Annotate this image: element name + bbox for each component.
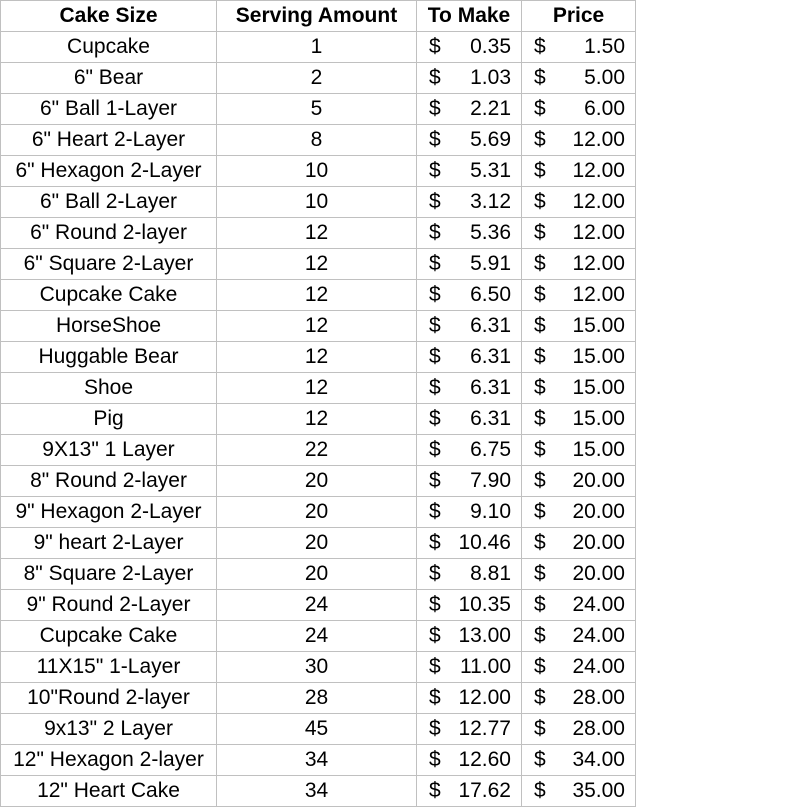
- currency-symbol: $: [429, 469, 441, 492]
- cell-serving-amount[interactable]: 12: [217, 218, 417, 249]
- to-make-amount: 6.75: [470, 438, 511, 461]
- cell-price[interactable]: [522, 280, 636, 311]
- price-amount: 6.00: [584, 97, 625, 120]
- cell-serving-amount[interactable]: 8: [217, 125, 417, 156]
- cell-price[interactable]: [522, 125, 636, 156]
- price-amount: 28.00: [572, 717, 625, 740]
- currency-symbol: $: [534, 469, 546, 492]
- cell-serving-amount[interactable]: 12: [217, 342, 417, 373]
- cell-serving-amount[interactable]: 2: [217, 63, 417, 94]
- table-row: [1, 745, 636, 776]
- currency-symbol: $: [429, 190, 441, 213]
- cell-cake-size[interactable]: Cupcake Cake: [1, 280, 217, 311]
- cell-cake-size[interactable]: 6" Ball 2-Layer: [1, 187, 217, 218]
- cell-price[interactable]: [522, 373, 636, 404]
- table-row: [1, 528, 636, 559]
- price-amount: 12.00: [572, 190, 625, 213]
- currency-symbol: $: [429, 624, 441, 647]
- table-row: [1, 559, 636, 590]
- cell-to-make[interactable]: [417, 652, 522, 683]
- currency-symbol: $: [429, 345, 441, 368]
- currency-symbol: $: [534, 35, 546, 58]
- cell-to-make[interactable]: [417, 63, 522, 94]
- cell-cake-size[interactable]: 9" Round 2-Layer: [1, 590, 217, 621]
- cell-to-make[interactable]: [417, 404, 522, 435]
- currency-symbol: $: [429, 562, 441, 585]
- cell-price[interactable]: [522, 652, 636, 683]
- currency-symbol: $: [429, 779, 441, 802]
- cell-price[interactable]: [522, 559, 636, 590]
- header-to-make[interactable]: To Make: [417, 1, 522, 32]
- to-make-amount: 5.31: [470, 159, 511, 182]
- cell-price[interactable]: [522, 311, 636, 342]
- to-make-amount: 5.91: [470, 252, 511, 275]
- price-amount: 35.00: [572, 779, 625, 802]
- currency-symbol: $: [429, 717, 441, 740]
- cell-cake-size[interactable]: Huggable Bear: [1, 342, 217, 373]
- to-make-amount: 10.46: [458, 531, 511, 554]
- currency-symbol: $: [534, 66, 546, 89]
- table-row: [1, 94, 636, 125]
- price-amount: 12.00: [572, 159, 625, 182]
- cell-serving-amount[interactable]: 30: [217, 652, 417, 683]
- cell-serving-amount[interactable]: 10: [217, 156, 417, 187]
- price-amount: 15.00: [572, 314, 625, 337]
- currency-symbol: $: [534, 624, 546, 647]
- cell-to-make[interactable]: [417, 32, 522, 63]
- cell-to-make[interactable]: [417, 280, 522, 311]
- currency-symbol: $: [534, 252, 546, 275]
- price-amount: 24.00: [572, 624, 625, 647]
- currency-symbol: $: [429, 748, 441, 771]
- currency-symbol: $: [429, 407, 441, 430]
- cell-serving-amount[interactable]: 10: [217, 187, 417, 218]
- to-make-amount: 12.00: [458, 686, 511, 709]
- cell-cake-size[interactable]: 8" Round 2-layer: [1, 466, 217, 497]
- table-row: [1, 590, 636, 621]
- table-row: [1, 218, 636, 249]
- cell-to-make[interactable]: [417, 342, 522, 373]
- cell-serving-amount[interactable]: 20: [217, 466, 417, 497]
- to-make-amount: 5.36: [470, 221, 511, 244]
- cell-to-make[interactable]: [417, 187, 522, 218]
- cell-cake-size[interactable]: 12" Hexagon 2-layer: [1, 745, 217, 776]
- to-make-amount: 1.03: [470, 66, 511, 89]
- price-amount: 24.00: [572, 593, 625, 616]
- to-make-amount: 6.31: [470, 345, 511, 368]
- to-make-amount: 6.31: [470, 314, 511, 337]
- to-make-amount: 3.12: [470, 190, 511, 213]
- cell-to-make[interactable]: [417, 528, 522, 559]
- cell-price[interactable]: [522, 714, 636, 745]
- cell-serving-amount[interactable]: 20: [217, 497, 417, 528]
- price-amount: 28.00: [572, 686, 625, 709]
- cell-price[interactable]: [522, 94, 636, 125]
- cell-cake-size[interactable]: HorseShoe: [1, 311, 217, 342]
- cell-price[interactable]: [522, 218, 636, 249]
- to-make-amount: 11.00: [460, 655, 511, 678]
- table-row: [1, 156, 636, 187]
- price-amount: 20.00: [572, 469, 625, 492]
- cell-to-make[interactable]: [417, 776, 522, 807]
- cell-cake-size[interactable]: 6" Heart 2-Layer: [1, 125, 217, 156]
- cell-serving-amount[interactable]: 12: [217, 249, 417, 280]
- table-row: [1, 466, 636, 497]
- cell-to-make[interactable]: [417, 435, 522, 466]
- cell-serving-amount[interactable]: 34: [217, 745, 417, 776]
- currency-symbol: $: [429, 35, 441, 58]
- currency-symbol: $: [534, 500, 546, 523]
- currency-symbol: $: [429, 66, 441, 89]
- currency-symbol: $: [429, 283, 441, 306]
- table-row: [1, 497, 636, 528]
- cell-cake-size[interactable]: 11X15" 1-Layer: [1, 652, 217, 683]
- cell-cake-size[interactable]: Cupcake: [1, 32, 217, 63]
- to-make-amount: 12.77: [458, 717, 511, 740]
- cell-to-make[interactable]: [417, 249, 522, 280]
- to-make-amount: 7.90: [470, 469, 511, 492]
- cell-cake-size[interactable]: Cupcake Cake: [1, 621, 217, 652]
- currency-symbol: $: [429, 97, 441, 120]
- currency-symbol: $: [534, 717, 546, 740]
- cell-serving-amount[interactable]: 24: [217, 621, 417, 652]
- cell-to-make[interactable]: [417, 466, 522, 497]
- cell-price[interactable]: [522, 404, 636, 435]
- currency-symbol: $: [534, 159, 546, 182]
- cell-cake-size[interactable]: 12" Heart Cake: [1, 776, 217, 807]
- table-row: [1, 714, 636, 745]
- to-make-amount: 6.31: [470, 376, 511, 399]
- cell-to-make[interactable]: [417, 497, 522, 528]
- currency-symbol: $: [429, 376, 441, 399]
- currency-symbol: $: [534, 779, 546, 802]
- cell-price[interactable]: [522, 621, 636, 652]
- cell-serving-amount[interactable]: 20: [217, 559, 417, 590]
- to-make-amount: 6.31: [470, 407, 511, 430]
- price-amount: 1.50: [584, 35, 625, 58]
- cell-to-make[interactable]: [417, 156, 522, 187]
- to-make-amount: 5.69: [470, 128, 511, 151]
- to-make-amount: 9.10: [470, 500, 511, 523]
- cell-cake-size[interactable]: Shoe: [1, 373, 217, 404]
- price-amount: 5.00: [584, 66, 625, 89]
- header-serving-amount[interactable]: Serving Amount: [217, 1, 417, 32]
- table-row: [1, 63, 636, 94]
- table-row: [1, 621, 636, 652]
- header-cake-size[interactable]: Cake Size: [1, 1, 217, 32]
- price-amount: 20.00: [572, 562, 625, 585]
- cell-serving-amount[interactable]: 22: [217, 435, 417, 466]
- cell-price[interactable]: [522, 32, 636, 63]
- currency-symbol: $: [534, 345, 546, 368]
- cell-cake-size[interactable]: 6" Square 2-Layer: [1, 249, 217, 280]
- currency-symbol: $: [534, 407, 546, 430]
- table-row: [1, 342, 636, 373]
- table-row: [1, 280, 636, 311]
- cell-price[interactable]: [522, 156, 636, 187]
- cell-serving-amount[interactable]: 34: [217, 776, 417, 807]
- cell-to-make[interactable]: [417, 714, 522, 745]
- cell-cake-size[interactable]: 9x13" 2 Layer: [1, 714, 217, 745]
- currency-symbol: $: [534, 190, 546, 213]
- currency-symbol: $: [534, 531, 546, 554]
- to-make-amount: 13.00: [458, 624, 511, 647]
- cell-cake-size[interactable]: 9" Hexagon 2-Layer: [1, 497, 217, 528]
- cell-to-make[interactable]: [417, 590, 522, 621]
- to-make-amount: 12.60: [458, 748, 511, 771]
- cell-to-make[interactable]: [417, 621, 522, 652]
- to-make-amount: 17.62: [458, 779, 511, 802]
- cell-price[interactable]: [522, 590, 636, 621]
- to-make-amount: 0.35: [470, 35, 511, 58]
- cell-cake-size[interactable]: 6" Round 2-layer: [1, 218, 217, 249]
- cell-price[interactable]: [522, 466, 636, 497]
- cell-price[interactable]: [522, 497, 636, 528]
- price-amount: 12.00: [572, 283, 625, 306]
- table-row: [1, 125, 636, 156]
- currency-symbol: $: [534, 748, 546, 771]
- table-row: [1, 187, 636, 218]
- table-row: [1, 373, 636, 404]
- header-row: [1, 1, 636, 32]
- cell-cake-size[interactable]: 6" Ball 1-Layer: [1, 94, 217, 125]
- cell-to-make[interactable]: [417, 94, 522, 125]
- currency-symbol: $: [429, 252, 441, 275]
- cell-cake-size[interactable]: 9X13" 1 Layer: [1, 435, 217, 466]
- price-amount: 12.00: [572, 221, 625, 244]
- to-make-amount: 8.81: [470, 562, 511, 585]
- table-row: [1, 435, 636, 466]
- currency-symbol: $: [429, 531, 441, 554]
- cell-price[interactable]: [522, 528, 636, 559]
- currency-symbol: $: [429, 128, 441, 151]
- price-amount: 15.00: [572, 345, 625, 368]
- currency-symbol: $: [534, 97, 546, 120]
- price-amount: 12.00: [572, 128, 625, 151]
- currency-symbol: $: [429, 314, 441, 337]
- cell-to-make[interactable]: [417, 559, 522, 590]
- header-price[interactable]: Price: [522, 1, 636, 32]
- currency-symbol: $: [534, 283, 546, 306]
- cell-serving-amount[interactable]: 1: [217, 32, 417, 63]
- currency-symbol: $: [534, 221, 546, 244]
- cell-cake-size[interactable]: 6" Hexagon 2-Layer: [1, 156, 217, 187]
- currency-symbol: $: [429, 686, 441, 709]
- cell-to-make[interactable]: [417, 125, 522, 156]
- currency-symbol: $: [534, 314, 546, 337]
- cell-serving-amount[interactable]: 12: [217, 311, 417, 342]
- cell-price[interactable]: [522, 683, 636, 714]
- cell-serving-amount[interactable]: 12: [217, 404, 417, 435]
- price-amount: 15.00: [572, 438, 625, 461]
- currency-symbol: $: [429, 655, 441, 678]
- cell-price[interactable]: [522, 435, 636, 466]
- cell-cake-size[interactable]: 8" Square 2-Layer: [1, 559, 217, 590]
- price-amount: 15.00: [572, 407, 625, 430]
- to-make-amount: 10.35: [458, 593, 511, 616]
- cell-to-make[interactable]: [417, 218, 522, 249]
- currency-symbol: $: [429, 593, 441, 616]
- table-row: [1, 683, 636, 714]
- cell-to-make[interactable]: [417, 373, 522, 404]
- table-row: [1, 249, 636, 280]
- cell-cake-size[interactable]: 10"Round 2-layer: [1, 683, 217, 714]
- cell-price[interactable]: [522, 342, 636, 373]
- cell-price[interactable]: [522, 776, 636, 807]
- to-make-amount: 6.50: [470, 283, 511, 306]
- currency-symbol: $: [429, 221, 441, 244]
- cell-to-make[interactable]: [417, 311, 522, 342]
- cell-cake-size[interactable]: Pig: [1, 404, 217, 435]
- cell-cake-size[interactable]: 9" heart 2-Layer: [1, 528, 217, 559]
- price-amount: 20.00: [572, 531, 625, 554]
- cell-price[interactable]: [522, 745, 636, 776]
- currency-symbol: $: [534, 376, 546, 399]
- table-row: [1, 404, 636, 435]
- price-amount: 20.00: [572, 500, 625, 523]
- price-amount: 15.00: [572, 376, 625, 399]
- cell-serving-amount[interactable]: 5: [217, 94, 417, 125]
- cell-serving-amount[interactable]: 24: [217, 590, 417, 621]
- cell-serving-amount[interactable]: 12: [217, 280, 417, 311]
- cell-price[interactable]: [522, 249, 636, 280]
- cell-cake-size[interactable]: 6" Bear: [1, 63, 217, 94]
- price-amount: 12.00: [572, 252, 625, 275]
- currency-symbol: $: [429, 159, 441, 182]
- currency-symbol: $: [534, 562, 546, 585]
- table-row: [1, 652, 636, 683]
- price-amount: 24.00: [572, 655, 625, 678]
- table-row: [1, 32, 636, 63]
- cell-serving-amount[interactable]: 20: [217, 528, 417, 559]
- cell-to-make[interactable]: [417, 683, 522, 714]
- cell-price[interactable]: [522, 187, 636, 218]
- table-row: [1, 776, 636, 807]
- cell-serving-amount[interactable]: 45: [217, 714, 417, 745]
- table-row: [1, 311, 636, 342]
- cell-serving-amount[interactable]: 12: [217, 373, 417, 404]
- cell-to-make[interactable]: [417, 745, 522, 776]
- cell-price[interactable]: [522, 63, 636, 94]
- price-amount: 34.00: [572, 748, 625, 771]
- currency-symbol: $: [534, 438, 546, 461]
- cell-serving-amount[interactable]: 28: [217, 683, 417, 714]
- currency-symbol: $: [534, 655, 546, 678]
- currency-symbol: $: [534, 593, 546, 616]
- currency-symbol: $: [534, 128, 546, 151]
- currency-symbol: $: [534, 686, 546, 709]
- currency-symbol: $: [429, 438, 441, 461]
- to-make-amount: 2.21: [470, 97, 511, 120]
- currency-symbol: $: [429, 500, 441, 523]
